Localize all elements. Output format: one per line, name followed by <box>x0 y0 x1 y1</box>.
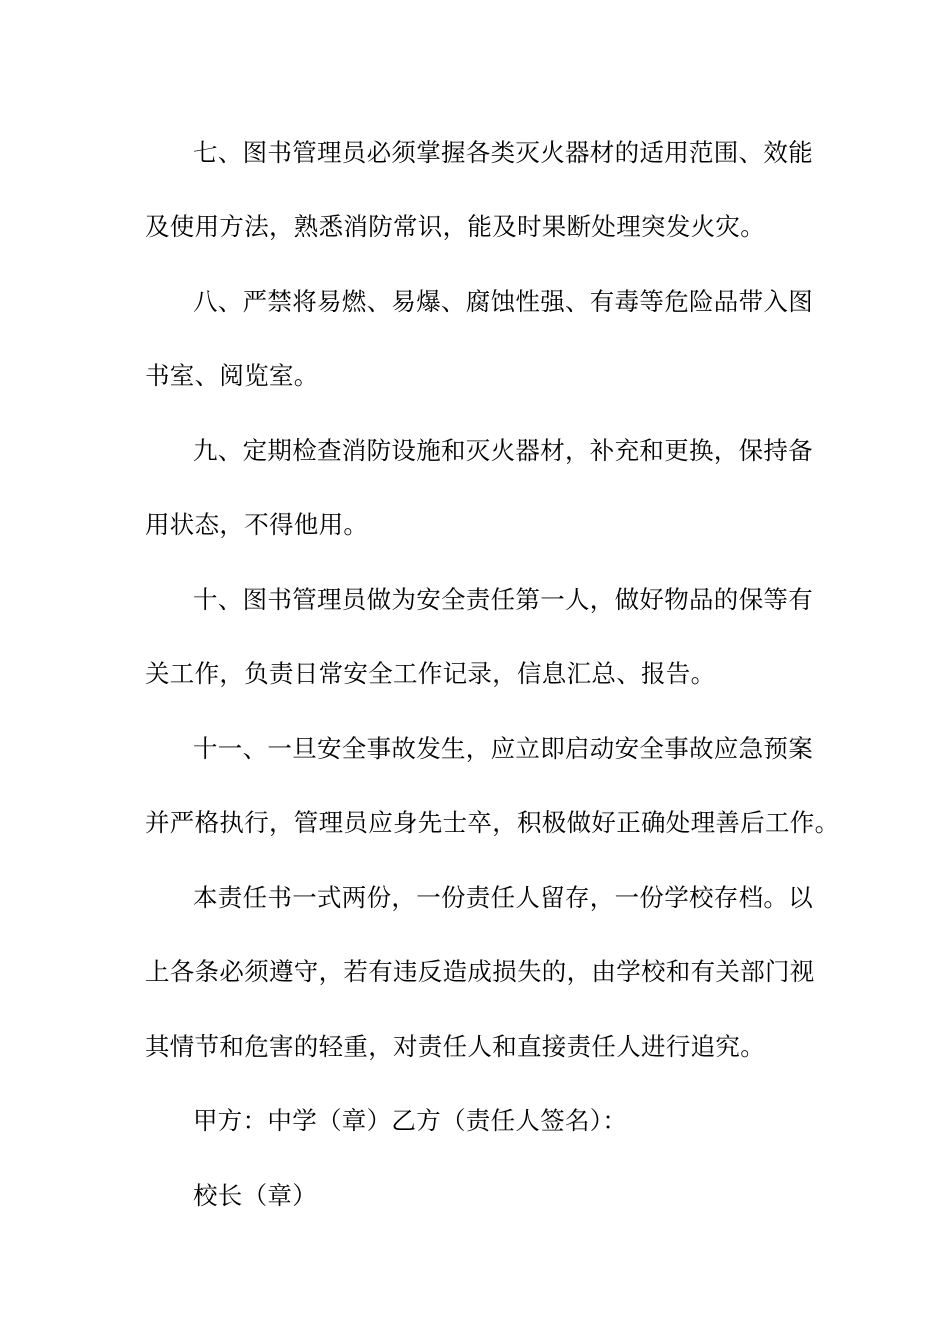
clause-8-line-2: 书室、阅览室。 <box>145 361 319 390</box>
clause-8-line-1: 八、严禁将易燃、易爆、腐蚀性强、有毒等危险品带入图 <box>193 287 813 316</box>
clause-11-line-2: 并严格执行，管理员应身先士卒，积极做好正确处理善后工作。 <box>145 808 840 837</box>
clause-9-line-1: 九、定期检查消防设施和灭火器材，补充和更换，保持备 <box>193 436 813 465</box>
clause-10-line-1: 十、图书管理员做为安全责任第一人，做好物品的保等有 <box>193 585 813 614</box>
clause-9-line-2: 用状态，不得他用。 <box>145 510 369 539</box>
clause-11-line-1: 十一、一旦安全事故发生，应立即启动安全事故应急预案 <box>193 734 813 763</box>
closing-paragraph-line-3: 其情节和危害的轻重，对责任人和直接责任人进行追究。 <box>145 1032 765 1061</box>
closing-paragraph-line-2: 上各条必须遵守，若有违反造成损失的，由学校和有关部门视 <box>145 957 815 986</box>
principal-seal-line: 校长（章） <box>193 1181 317 1210</box>
signature-parties-line: 甲方：中学（章）乙方（责任人签名）： <box>193 1106 628 1135</box>
clause-10-line-2: 关工作，负责日常安全工作记录，信息汇总、报告。 <box>145 659 716 688</box>
clause-7-line-1: 七、图书管理员必须掌握各类灭火器材的适用范围、效能 <box>193 138 813 167</box>
closing-paragraph-line-1: 本责任书一式两份，一份责任人留存，一份学校存档。以 <box>193 883 813 912</box>
clause-7-line-2: 及使用方法，熟悉消防常识，能及时果断处理突发火灾。 <box>145 212 765 241</box>
